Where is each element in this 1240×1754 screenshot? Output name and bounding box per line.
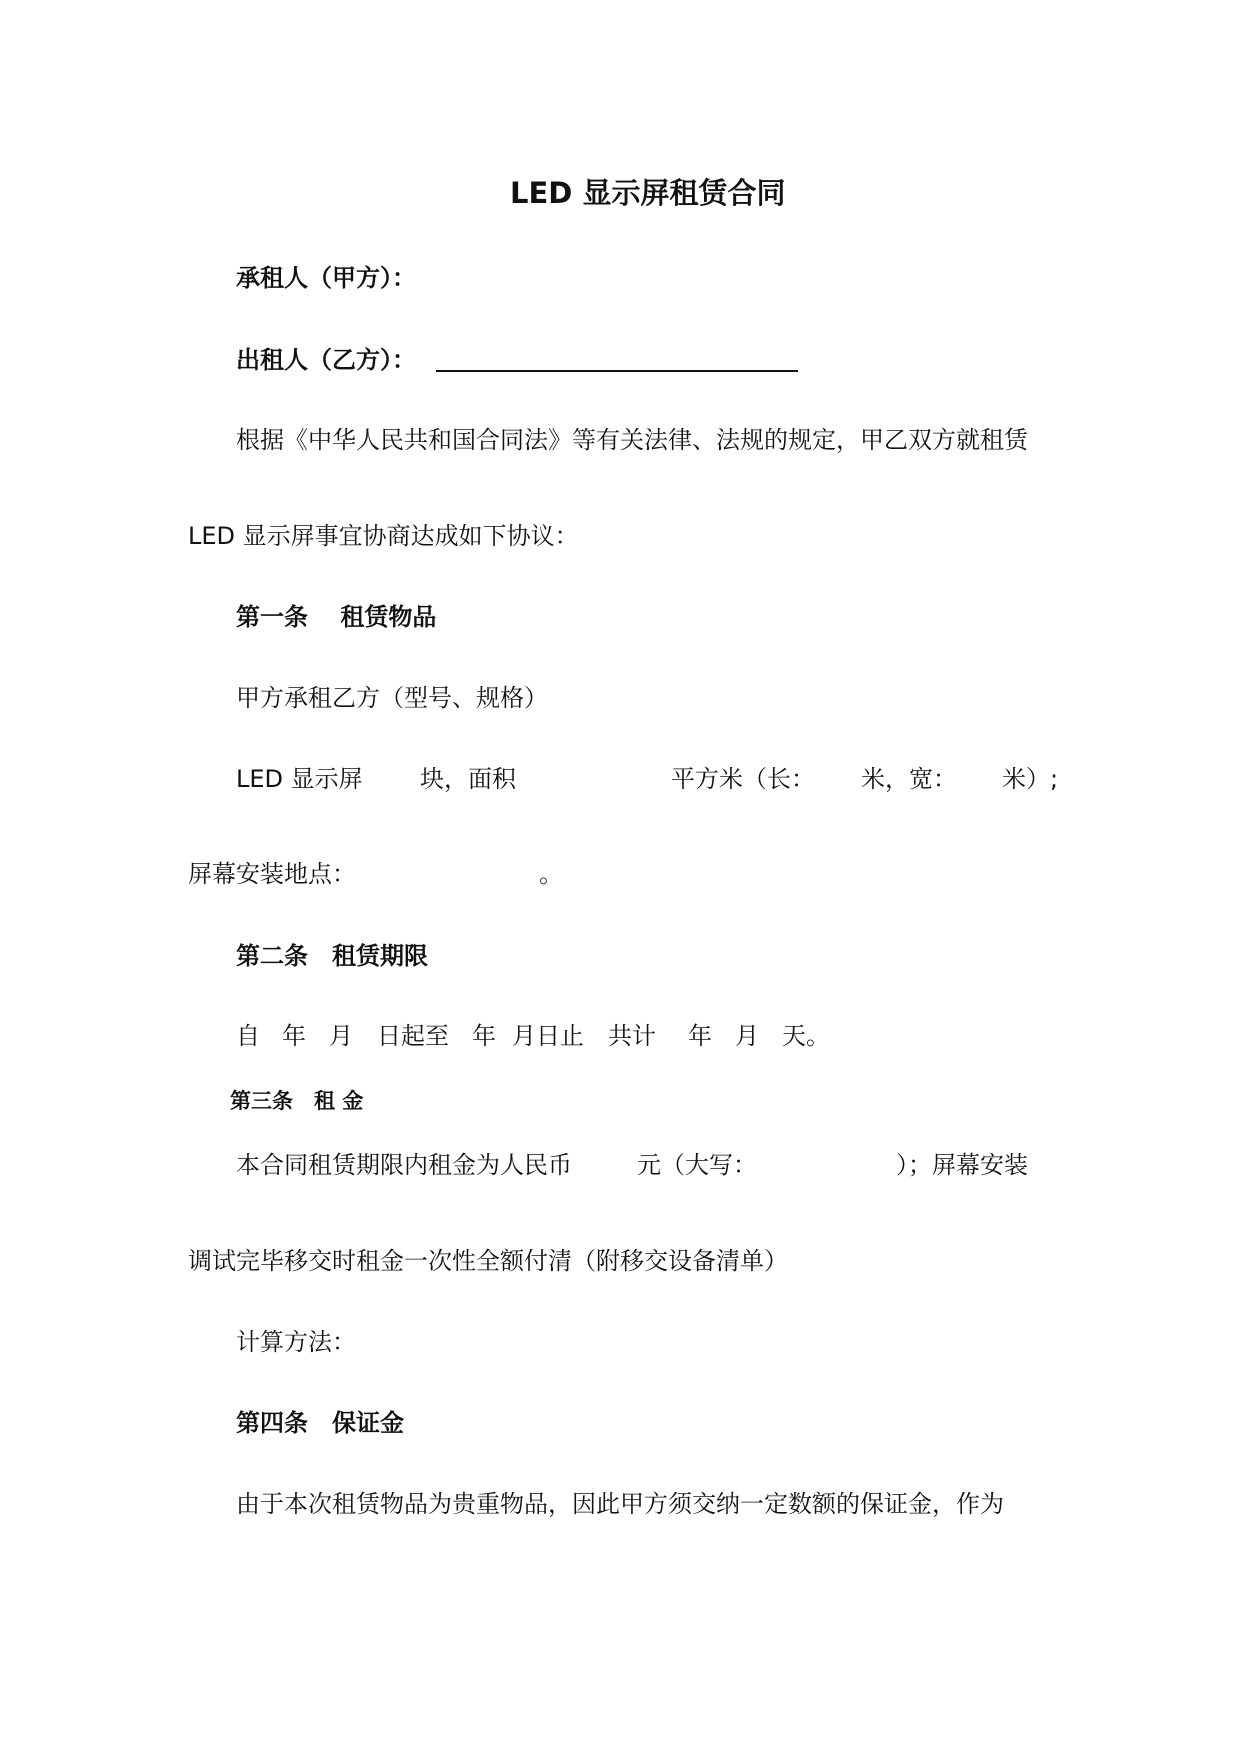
article-2-end: 月日止 bbox=[512, 1022, 584, 1050]
article-3-line-1a: 本合同租赁期限内租金为人民币 bbox=[236, 1151, 572, 1179]
article-3-line-1c: ）；屏幕安装 bbox=[896, 1151, 1028, 1179]
document-title: LED 显示屏租赁合同 bbox=[510, 176, 786, 210]
lessor-blank-line bbox=[436, 370, 798, 372]
article-2-month-1: 月 bbox=[329, 1022, 353, 1050]
article-1-block-label: 块，面积 bbox=[420, 765, 516, 793]
article-1-screen-label: LED 显示屏 bbox=[236, 765, 363, 793]
article-1-area-label: 平方米（长： bbox=[671, 765, 815, 793]
article-2-year-3: 年 bbox=[688, 1022, 712, 1050]
article-4-heading: 第四条 保证金 bbox=[236, 1409, 404, 1437]
article-2-heading: 第二条 租赁期限 bbox=[236, 942, 428, 970]
article-3-line-2: 调试完毕移交时租金一次性全额付清（附移交设备清单） bbox=[188, 1247, 788, 1275]
article-1-line-1: 甲方承租乙方（型号、规格） bbox=[236, 684, 548, 712]
lessee-label: 承租人（甲方）： bbox=[236, 264, 416, 292]
article-3-heading: 第三条 租 金 bbox=[230, 1089, 364, 1113]
article-1-location-label: 屏幕安装地点： bbox=[188, 860, 356, 888]
lessor-label: 出租人（乙方）： bbox=[236, 346, 416, 374]
article-4-line-1: 由于本次租赁物品为贵重物品，因此甲方须交纳一定数额的保证金，作为 bbox=[236, 1490, 1004, 1518]
article-2-start: 日起至 bbox=[377, 1022, 449, 1050]
article-2-month-3: 月 bbox=[735, 1022, 759, 1050]
article-1-heading: 第一条 租赁物品 bbox=[236, 603, 437, 631]
article-2-day-3: 天。 bbox=[782, 1022, 830, 1050]
intro-line-2: LED 显示屏事宜协商达成如下协议： bbox=[188, 522, 579, 550]
article-1-width-label: 米，宽： bbox=[861, 765, 957, 793]
article-2-year-1: 年 bbox=[282, 1022, 306, 1050]
article-3-calc: 计算方法： bbox=[236, 1328, 356, 1356]
article-1-end-label: 米）; bbox=[1002, 765, 1059, 793]
article-2-year-2: 年 bbox=[472, 1022, 496, 1050]
article-2-from: 自 bbox=[236, 1022, 260, 1050]
article-2-total: 共计 bbox=[608, 1022, 656, 1050]
article-1-location-end: 。 bbox=[539, 860, 563, 888]
article-3-line-1b: 元（大写： bbox=[637, 1151, 757, 1179]
intro-line-1: 根据《中华人民共和国合同法》等有关法律、法规的规定，甲乙双方就租赁 bbox=[236, 426, 1028, 454]
